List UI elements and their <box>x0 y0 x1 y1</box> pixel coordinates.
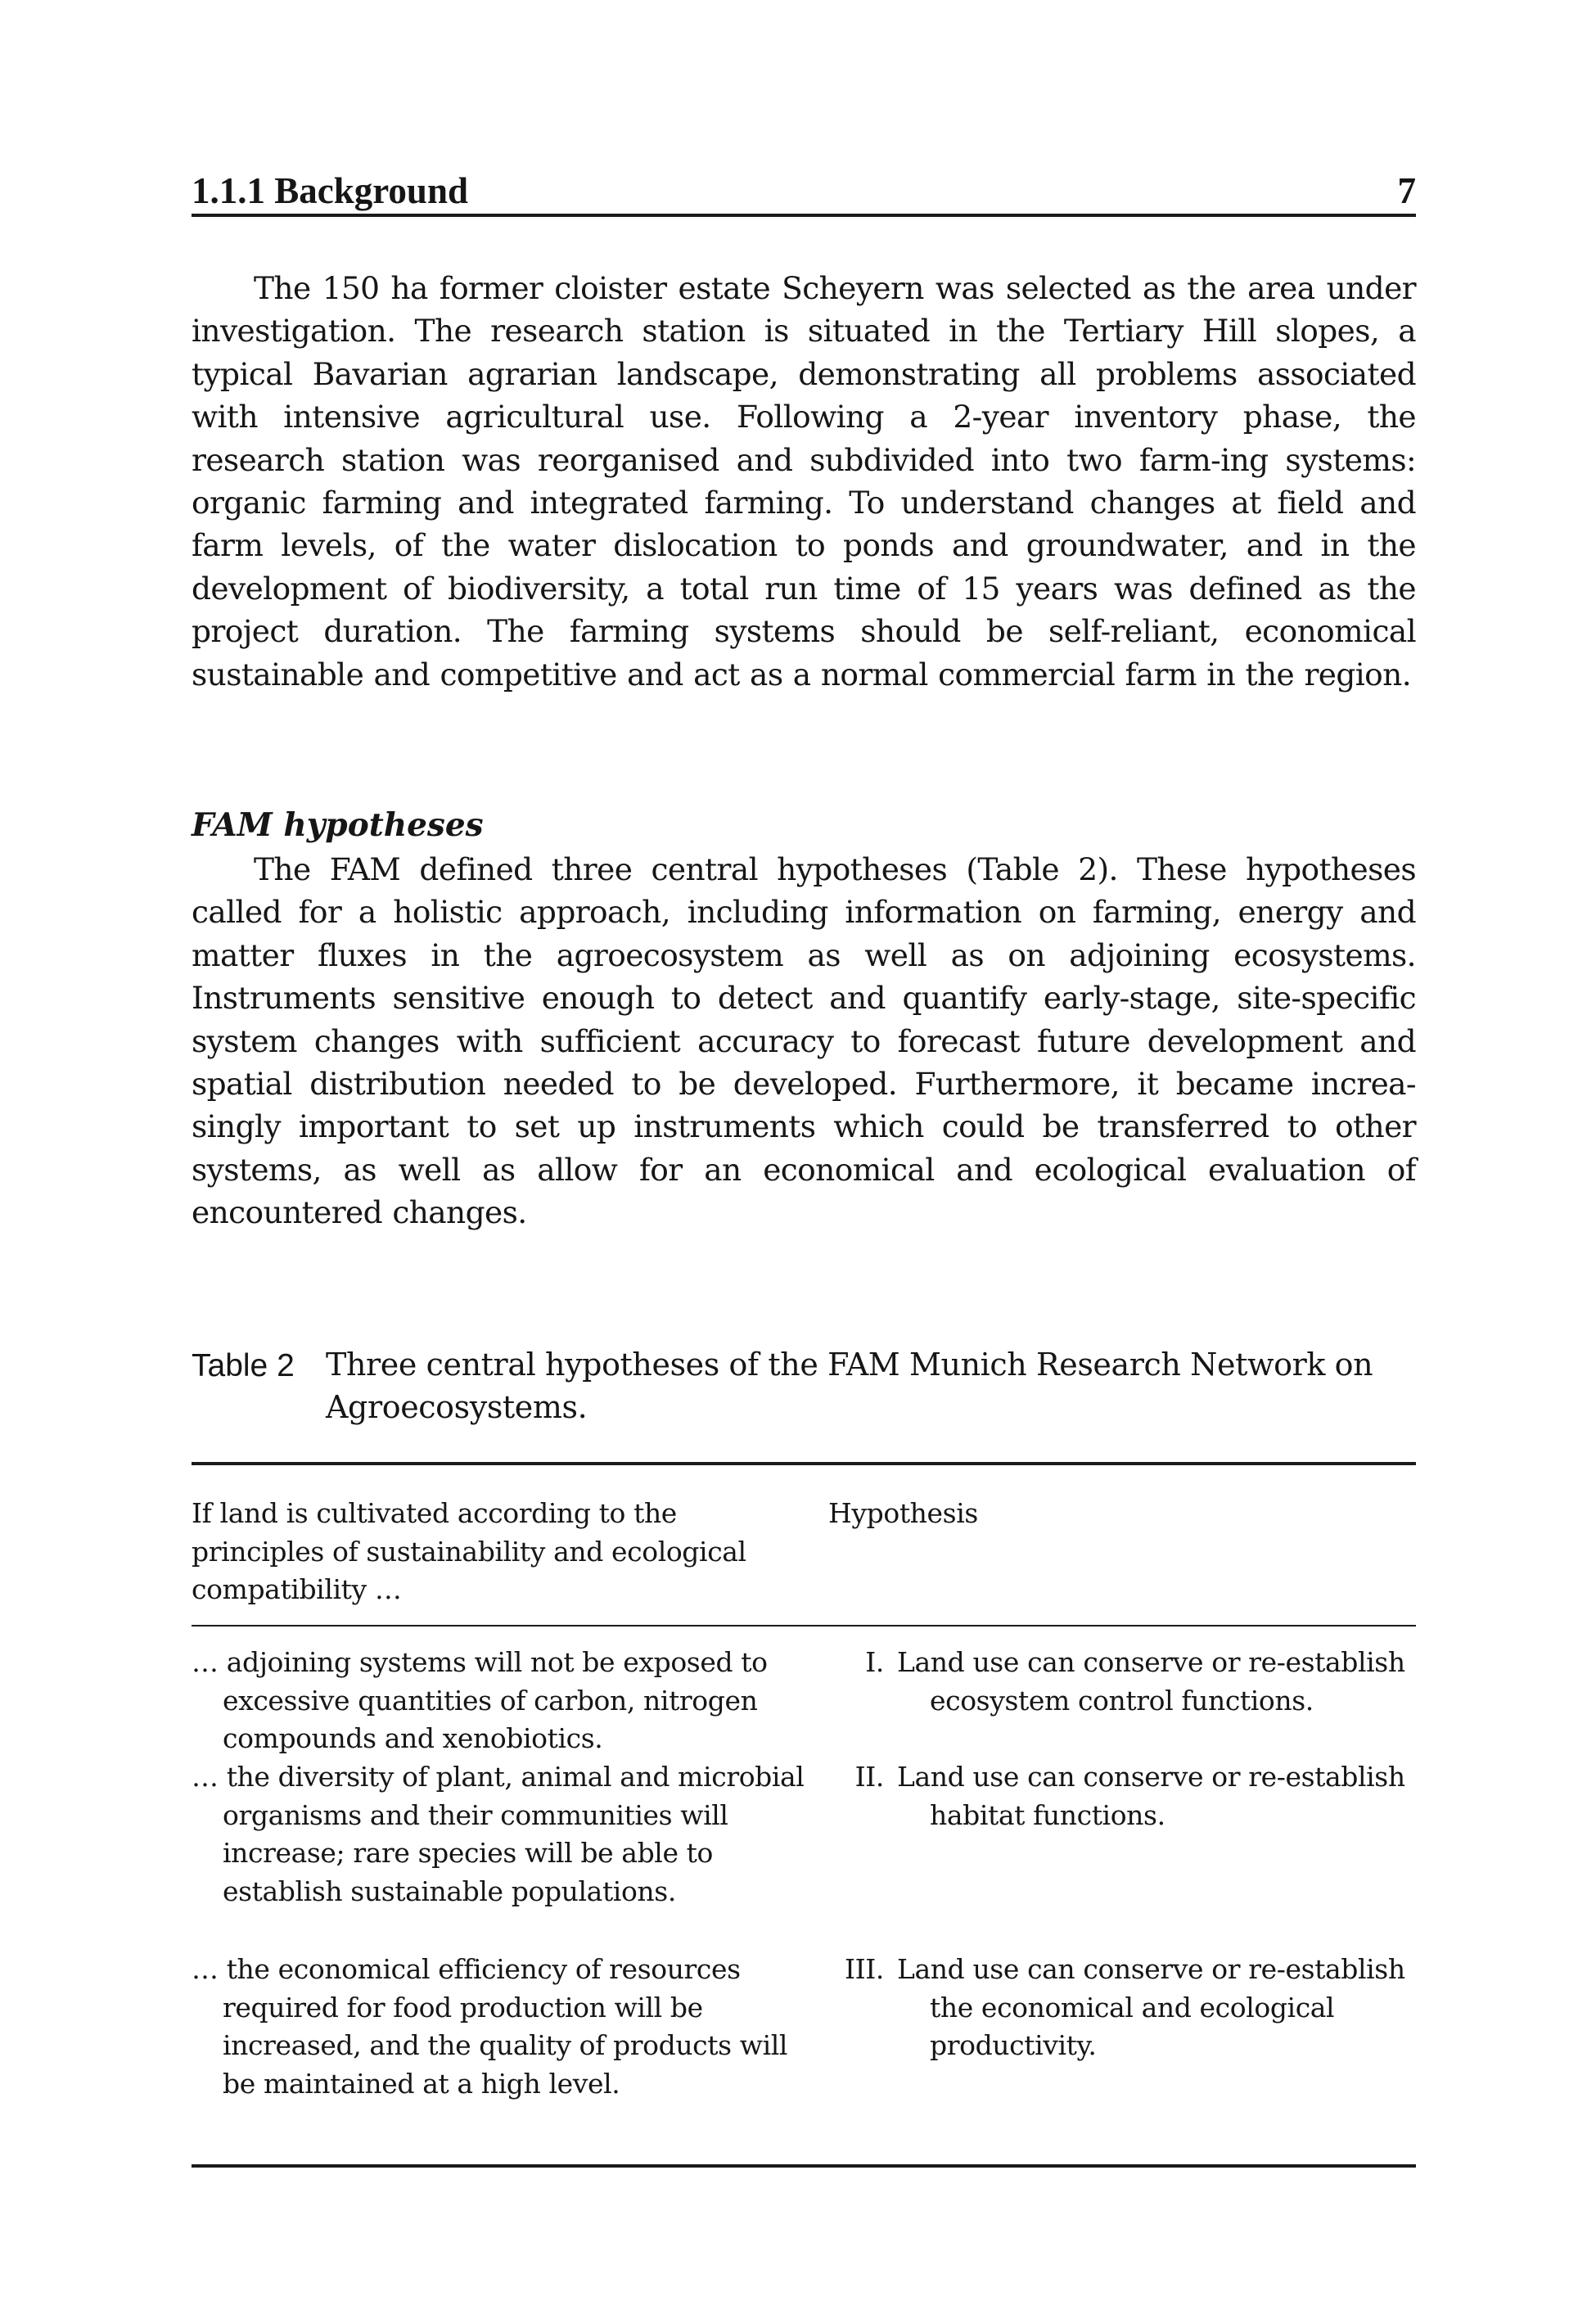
table-header-hypothesis: Hypothesis <box>828 1497 978 1529</box>
body-paragraph-2: The FAM defined three central hypotheses (Table 2). These hypotheses called for a holistic approach, including information on farming, energy and matter fluxes in the agroecosystem as well as on adjoining ecosystems. Instruments sensitive enough to detect and quantify early-stage, site-specific system changes with sufficient accuracy to forecast future development and spatial distribution needed to be developed. Furthermore, it became increa-singly important to set up instruments which could be transferred to other systems, as well as allow for an economical and ecological evaluation of encountered changes. <box>192 851 1416 1231</box>
table-caption-label: Table 2 <box>192 1348 295 1383</box>
running-header <box>192 168 1416 217</box>
table-cell-condition: … the diversity of plant, animal and microbial organisms and their communities will increase; rare species will be able to establish sustainable populations. <box>192 1761 805 1907</box>
page-number: 7 <box>1397 170 1416 211</box>
body-paragraph-1: The 150 ha former cloister estate Scheyern was selected as the area under investigation. The research station is situated in the Tertiary Hill slopes, a typical Bavarian agrarian landscape, demonstrating all problems associated with intensive agricultural use. Following a 2-year inventory phase, the research station was reorganised and subdivided into two farm-ing systems: organic farming and integrated farming. To understand changes at field and farm levels, of the water dislocation to ponds and groundwater, and in the development of biodiversity, a total run time of 15 years was defined as the project duration. The farming systems should be self-reliant, economical sustainable and competitive and act as a normal commercial farm in the region. <box>192 270 1416 693</box>
table-header-rule <box>192 1625 1416 1626</box>
table-bottom-rule <box>192 2164 1416 2168</box>
table-caption-text: Three central hypotheses of the FAM Munich Research Network on Agroecosystems. <box>326 1347 1373 1425</box>
hypothesis-number: III. <box>845 1953 884 1985</box>
table-header-condition: If land is cultivated according to the principles of sustainability and ecological compatibility … <box>192 1497 746 1605</box>
table-cell-condition: … adjoining systems will not be exposed to excessive quantities of carbon, nitrogen compounds and xenobiotics. <box>192 1646 768 1754</box>
table-cell-condition: … the economical efficiency of resources required for food production will be increased, and the quality of products will be maintained at a high level. <box>192 1953 788 2100</box>
hypothesis-text: Land use can conserve or re-establish the economical and ecological productivity. <box>897 1953 1405 2061</box>
hypothesis-number: I. <box>865 1646 884 1678</box>
hypothesis-number: II. <box>854 1761 884 1793</box>
hypothesis-text: Land use can conserve or re-establish habitat functions. <box>897 1761 1405 1831</box>
hypothesis-text: Land use can conserve or re-establish ecosystem control functions. <box>897 1646 1405 1717</box>
subheading-fam-hypotheses: FAM hypotheses <box>192 806 484 844</box>
table-top-rule <box>192 1462 1416 1465</box>
section-heading: 1.1.1 Background <box>192 170 469 211</box>
